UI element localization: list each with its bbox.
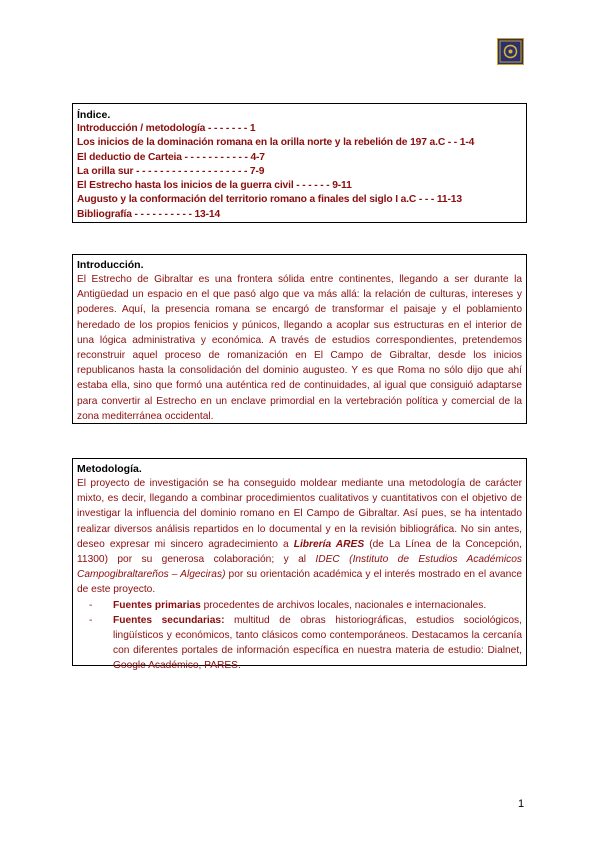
index-entry: Los inicios de la dominación romana en la orilla norte y la rebelión de 197 a.C - - 1-4 (77, 137, 475, 149)
idec-institute-name: IDEC (Instituto de Estudios Académicos Campogibraltareños – Algeciras) (77, 554, 522, 581)
index-entry: La orilla sur - - - - - - - - - - - - - - - - - - - 7-9 (77, 165, 265, 177)
index-entry: El deductio de Carteia - - - - - - - - - - - 4-7 (77, 151, 265, 163)
methodology-text-part: (de La Línea de la Concepción, 11300) por su generosa colaboración; y al (77, 538, 523, 566)
sources-list (77, 598, 522, 674)
source-label: Fuentes primarias (113, 599, 201, 611)
methodology-text (77, 476, 522, 598)
methodology-title: Metodología. (77, 463, 142, 475)
methodology-text-part: por su orientación académica y el interés mostrado en el avance de este proyecto. (77, 569, 523, 596)
methodology-box (72, 458, 527, 672)
bullet-dash: - (89, 599, 93, 611)
library-seal-icon (497, 38, 524, 65)
bullet-dash: - (89, 614, 93, 626)
introduction-title: Introducción. (77, 259, 144, 271)
index-entry: Introducción / metodología - - - - - - - 1 (77, 123, 256, 134)
list-item (89, 613, 522, 674)
source-text: multitud de obras historiográficas, estudios sociológicos, lingüísticos y económicos, tanto clásicos como contemporáneos. Destacamos la cercanía con diferentes portales de información específica en nuestra materia de estudio: Dialnet, Google Académico, PARES. (113, 614, 522, 672)
page-number: 1 (518, 798, 525, 810)
index-entry: Bibliografía - - - - - - - - - - 13-14 (77, 208, 221, 220)
methodology-text-part: El proyecto de investigación se ha conseguido moldear mediante una metodología de carácter mixto, es decir, llegando a combinar procedimientos cualitativos y cuantitativos con el objetivo de investigar la influencia del dominio romano en El Campo de Gibraltar. Así pues, se ha intentado realizar diversos análisis repartidos en lo documental y en la revisión bibliográfica. No sin antes, deseo expresar mi sincero agradecimiento a (77, 478, 522, 550)
source-label: Fuentes secundarias: (113, 614, 225, 626)
index-entry: El Estrecho hasta los inicios de la guerra civil - - - - - - 9-11 (77, 180, 352, 192)
index-entry: Augusto y la conformación del territorio romano a finales del siglo I a.C - - - 11-13 (77, 194, 462, 206)
index-box (72, 103, 527, 223)
source-text: procedentes de archivos locales, nacionales e internacionales. (200, 599, 487, 611)
list-item (89, 598, 522, 613)
introduction-text: El Estrecho de Gibraltar es una frontera sólida entre continentes, llegando a ser durante la Antigüedad un espacio en el que pasó algo que va más allá: la relación de culturas, intereses y poderes. Aquí, la presencia romana se encargó de transformar el paisaje y el poblamiento heredado de los propios fenicios y púnicos, llegando a acoplar sus estructuras en el interior de una lógica administrativa y económica. A través de estudios correspondientes, pretendemos reconstruir aquel proceso de romanización en El Campo de Gibraltar, desde los inicios republicanos hasta la consolidación del dominio augusteo. Y es que Roma no sólo dijo que ahí estaba ella, sino que formó una auténtica red de continuidades, al igual que consiguió adaptarse para convertir al Estrecho en un enclave primordial en la vertebración política y comercial de la zona mediterránea occidental. (77, 274, 522, 422)
index-title: Índice. (77, 109, 111, 121)
introduction-box (72, 254, 527, 424)
ares-library-name: Librería ARES (293, 538, 365, 550)
